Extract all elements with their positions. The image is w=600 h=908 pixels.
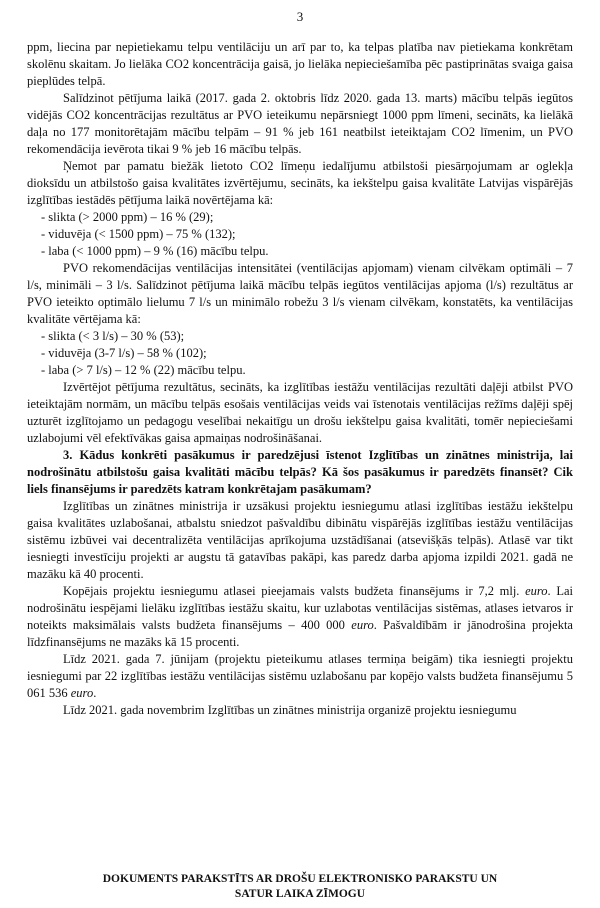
list-item: - slikta (> 2000 ppm) – 16 % (29);	[41, 210, 214, 224]
paragraph-text: .	[93, 686, 97, 700]
list-item: - viduvēja (3-7 l/s) – 58 % (102);	[41, 346, 207, 360]
signature-footer	[27, 872, 573, 902]
paragraph-text: . Pašvaldībām ir jānodrošina projekta līdzfinansējums ne mazāks kā 15 procenti.	[27, 618, 573, 649]
paragraph-funding-amount	[27, 583, 573, 651]
paragraph-co2-comparison: Salīdzinot pētījuma laikā (2017. gada 2. oktobris līdz 2020. gada 13. marts) mācību telpās iegūtos vidējās CO2 koncentrācijas rezultātus ar PVO ieteikumu nepārsniegt 1000 ppm līmeni, secināts, ka lielākā daļa no 177 monitorētajām mācību telpām – 91 % jeb 161 neatbilst ieteiktajam CO2 līmenim, un PVO rekomendācija ievērota tikai 9 % jeb 16 mācību telpās.	[27, 91, 573, 156]
list-item: - slikta (< 3 l/s) – 30 % (53);	[41, 329, 185, 343]
page-number: 3	[296, 9, 304, 24]
paragraph-ventilation-intensity: PVO rekomendācijas ventilācijas intensitātei (ventilācijas apjomam) vienam cilvēkam optimāli – 7 l/s, minimāli – 3 l/s. Salīdzinot pētījuma laikā mācību telpās iegūtos ventilācijas apjoma (l/s) rezultātus ar PVO ieteikto optimālo lielumu 7 l/s un minimālo robežu 3 l/s vienam cilvēkam, konstatēts, ka ventilācijas kvalitāte vērtējama kā:	[27, 261, 573, 326]
paragraph-november-continuation: Līdz 2021. gada novembrim Izglītības un zinātnes ministrija organizē projektu iesniegumu	[63, 703, 517, 717]
signature-footer-line1: DOKUMENTS PARAKSTĪTS AR DROŠU ELEKTRONISKO PARAKSTU UN	[102, 873, 498, 885]
paragraph-submitted-projects	[27, 651, 573, 702]
paragraph-ministry-project-selection: Izglītības un zinātnes ministrija ir uzsākusi projektu iesniegumu atlasi izglītības iestāžu iekštelpu gaisa kvalitātes uzlabošanai, atbalstu sniedzot pašvaldību dibinātu vispārējās izglītības iestāžu ventilācijas sistēmu izbūvei vai decentralizēta ventilācijas aprīkojuma uzstādīšanai (atsevišķās telpās). Atlasē var tikt iesniegti investīciju projekti ar augstu tā gatavības pakāpi, kas paredz darba apjoma izpildi 2021. gadā ne mazāku kā 40 procenti.	[27, 499, 573, 581]
list-item: - viduvēja (< 1500 ppm) – 75 % (132);	[41, 227, 236, 241]
paragraph-text: . Lai nodrošinātu iespējami lielāku izglītības iestāžu skaitu, kur uzlabotas ventilācijas sistēmas, atlases ietvaros ir noteikts maksimālais valsts budžeta finansējums – 400 000	[27, 584, 573, 632]
paragraph-text: Līdz 2021. gada 7. jūnijam (projektu pieteikumu atlases termiņa beigām) tika iesniegti projektu iesniegumi par 22 izglītības iestāžu ventilācijas sistēmu uzlabošanu par kopējo valsts budžeta finansējumu 5 061 536	[27, 652, 573, 700]
euro-italic: euro	[351, 618, 374, 632]
paragraph-text: Kopējais projektu iesniegumu atlasei pieejamais valsts budžeta finansējums ir 7,2 mlj.	[63, 584, 526, 598]
euro-italic: euro	[525, 584, 548, 598]
list-item: - laba (> 7 l/s) – 12 % (22) mācību telpu.	[41, 363, 246, 377]
question-3-heading: 3. Kādus konkrēti pasākumus ir paredzējusi īstenot Izglītības un zinātnes ministrija, lai nodrošinātu atbilstošu gaisa kvalitāti mācību telpās? Kā šos pasākumus ir paredzēts finansēt? Cik liels finansējums ir paredzēts katram konkrētajam pasākumam?	[27, 448, 573, 496]
paragraph-co2-classification: Ņemot par pamatu biežāk lietoto CO2 līmeņu iedalījumu atbilstoši piesārņojumam ar oglekļa dioksīdu un atbilstošo gaisa kvalitātes izvērtējumu, secināts, ka iekštelpu gaisa kvalitāte Latvijas vispārējās izglītības iestādēs pētījuma laikā novērtējama kā:	[27, 159, 573, 207]
euro-italic: euro	[70, 686, 94, 700]
list-item: - laba (< 1000 ppm) – 9 % (16) mācību telpu.	[41, 244, 269, 258]
signature-footer-line2: SATUR LAIKA ZĪMOGU	[234, 888, 366, 900]
paragraph-evaluation-conclusion: Izvērtējot pētījuma rezultātus, secināts, ka izglītības iestāžu ventilācijas rezultāti daļēji atbilst PVO ieteiktajām normām, un mācību telpās esošais ventilācijas veids vai īstenotais ventilācijas režīms daļēji spēj uzturēt izglītojamo un pedagogu veselībai nekaitīgu un drošu iekštelpu gaisa kvalitāti, tomēr nepieciešami uzlabojumi vēl efektīvākas gaisa apmaiņas nodrošināšanai.	[27, 380, 573, 445]
paragraph-intro-continuation: ppm, liecina par nepietiekamu telpu ventilāciju un arī par to, ka telpas platība nav pietiekama konkrētam skolēnu skaitam. Jo lielāka CO2 koncentrācija gaisā, jo lielāka nepieciešamība pēc pastiprinātas svaiga gaisa pieplūdes telpā.	[27, 40, 573, 88]
